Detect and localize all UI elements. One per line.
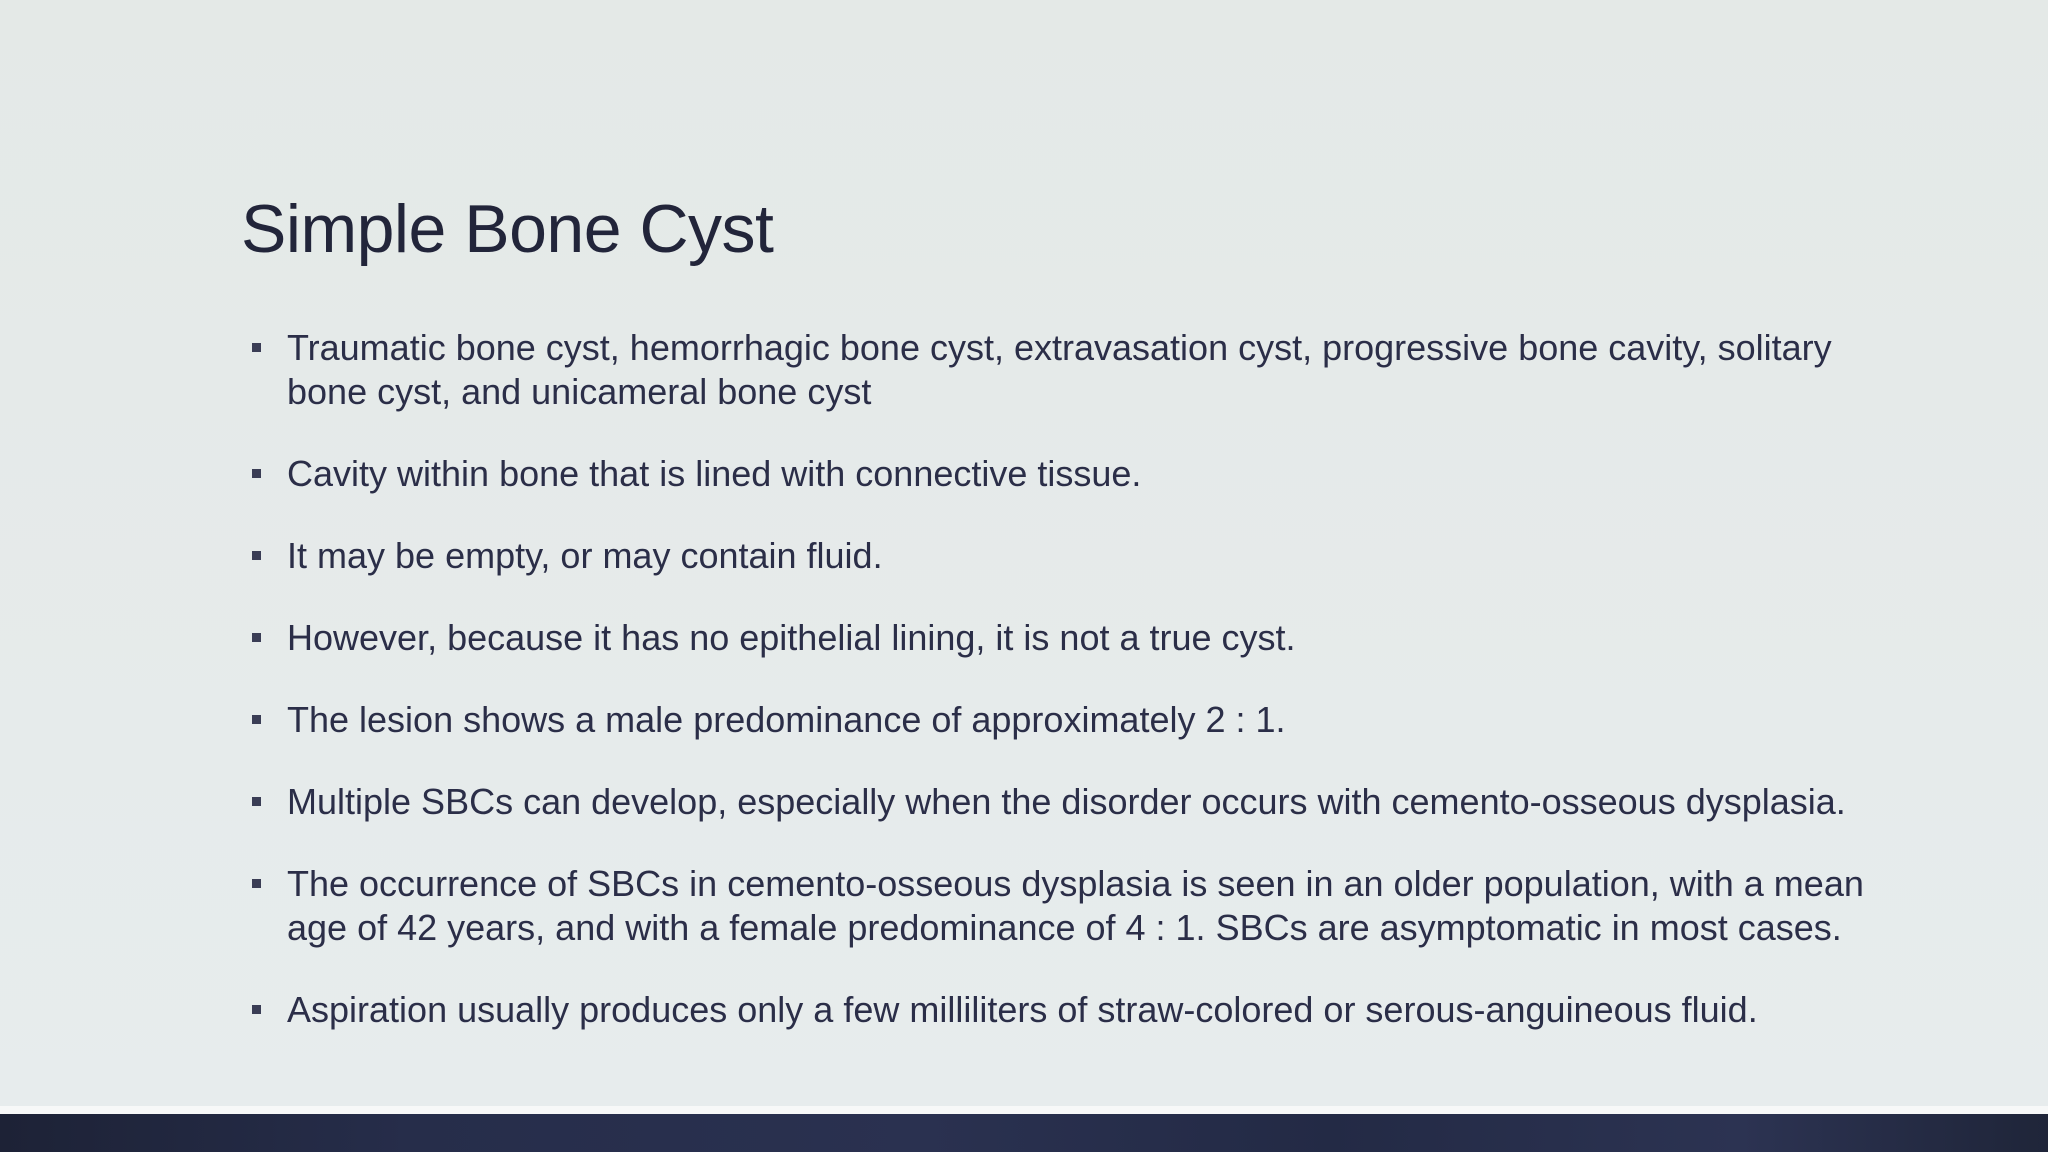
bullet-text: The occurrence of SBCs in cemento-osseous dysplasia is seen in an older population, with a mean age of 42 years, and with a female predominance of 4 : 1. SBCs are asymptomatic in most cases. — [287, 863, 1864, 948]
bullet-item — [244, 452, 1894, 496]
bullet-text: Aspiration usually produces only a few milliliters of straw-colored or serous-anguineous fluid. — [287, 989, 1758, 1030]
square-bullet-icon — [252, 469, 261, 478]
square-bullet-icon — [252, 715, 261, 724]
bullet-text: However, because it has no epithelial lining, it is not a true cyst. — [287, 617, 1296, 658]
bullet-item — [244, 780, 1894, 824]
bullet-text: It may be empty, or may contain fluid. — [287, 535, 883, 576]
bullet-item — [244, 698, 1894, 742]
bullet-item — [244, 988, 1894, 1032]
bottom-decorative-bar — [0, 1114, 2048, 1152]
square-bullet-icon — [252, 1005, 261, 1014]
bullet-item — [244, 534, 1894, 578]
square-bullet-icon — [252, 343, 261, 352]
bullet-item — [244, 616, 1894, 660]
bullet-item — [244, 862, 1894, 950]
slide-title: Simple Bone Cyst — [241, 191, 774, 267]
bullet-text: Cavity within bone that is lined with connective tissue. — [287, 453, 1142, 494]
bullet-text: Traumatic bone cyst, hemorrhagic bone cyst, extravasation cyst, progressive bone cavity, solitary bone cyst, and unicameral bone cyst — [287, 327, 1832, 412]
bullet-text: Multiple SBCs can develop, especially when the disorder occurs with cemento-osseous dysplasia. — [287, 781, 1846, 822]
bullet-list — [244, 326, 1894, 1070]
bullet-text: The lesion shows a male predominance of approximately 2 : 1. — [287, 699, 1286, 740]
square-bullet-icon — [252, 551, 261, 560]
square-bullet-icon — [252, 797, 261, 806]
slide-bottom-edge — [0, 1106, 2048, 1114]
bullet-item — [244, 326, 1894, 414]
square-bullet-icon — [252, 879, 261, 888]
square-bullet-icon — [252, 633, 261, 642]
